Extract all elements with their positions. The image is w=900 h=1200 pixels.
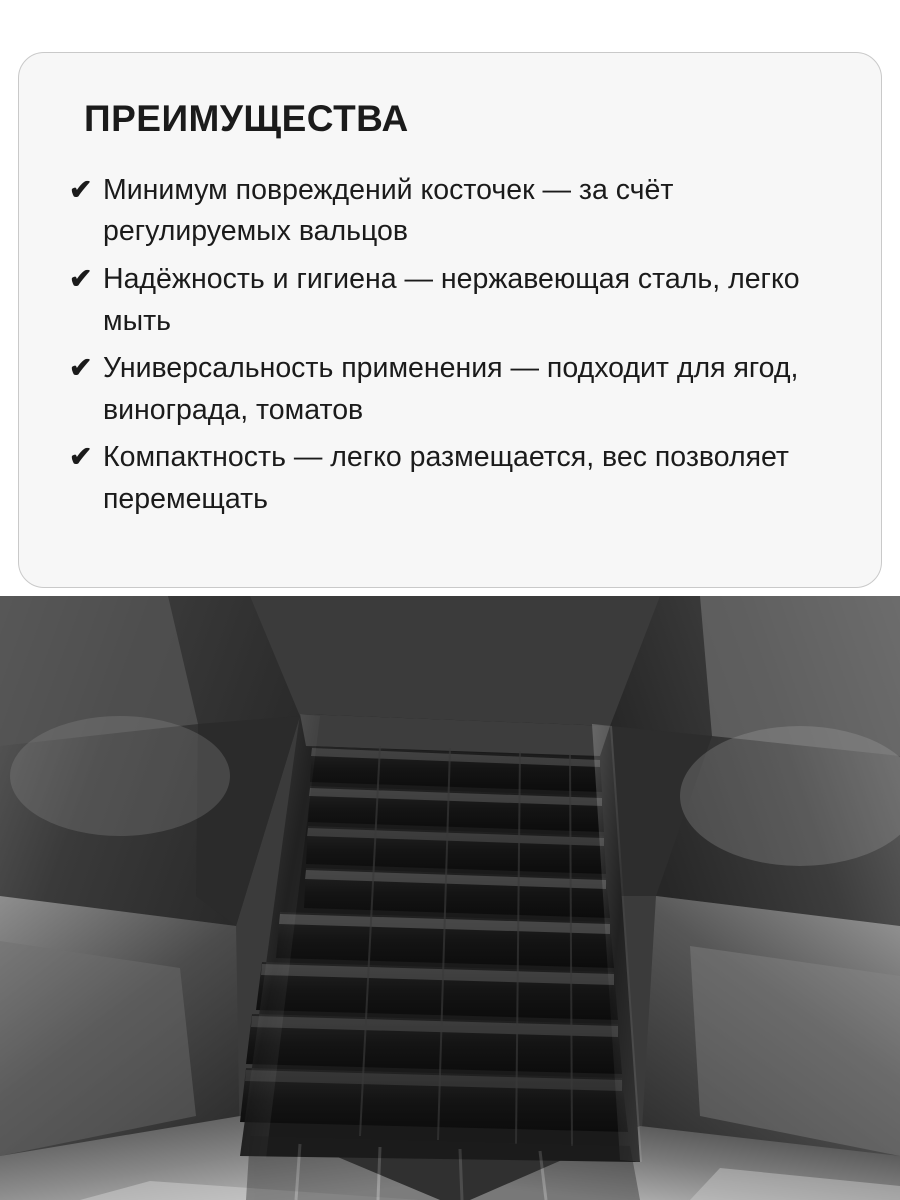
list-item [69,348,835,431]
page-title: ПРЕИМУЩЕСТВА [84,98,409,139]
product-photo-graphic [0,596,900,1200]
benefit-text: Универсальность применения — подходит для ягод, винограда, томатов [103,352,799,426]
benefit-text: Минимум повреждений косточек — за счёт регулируемых вальцов [103,173,674,248]
check-icon: ✔ [69,262,93,294]
check-icon: ✔ [69,173,93,205]
benefit-text: Надёжность и гигиена — нержавеющая сталь, легко мыть [103,262,800,337]
check-icon: ✔ [69,352,93,384]
check-icon: ✔ [69,441,93,473]
list-item [69,259,835,342]
product-photo [0,596,900,1200]
benefits-card [18,52,882,588]
list-item [69,437,835,520]
benefit-text: Компактность — легко размещается, вес позволяет перемещать [103,441,789,515]
benefits-list [69,170,835,521]
list-item [69,170,835,253]
